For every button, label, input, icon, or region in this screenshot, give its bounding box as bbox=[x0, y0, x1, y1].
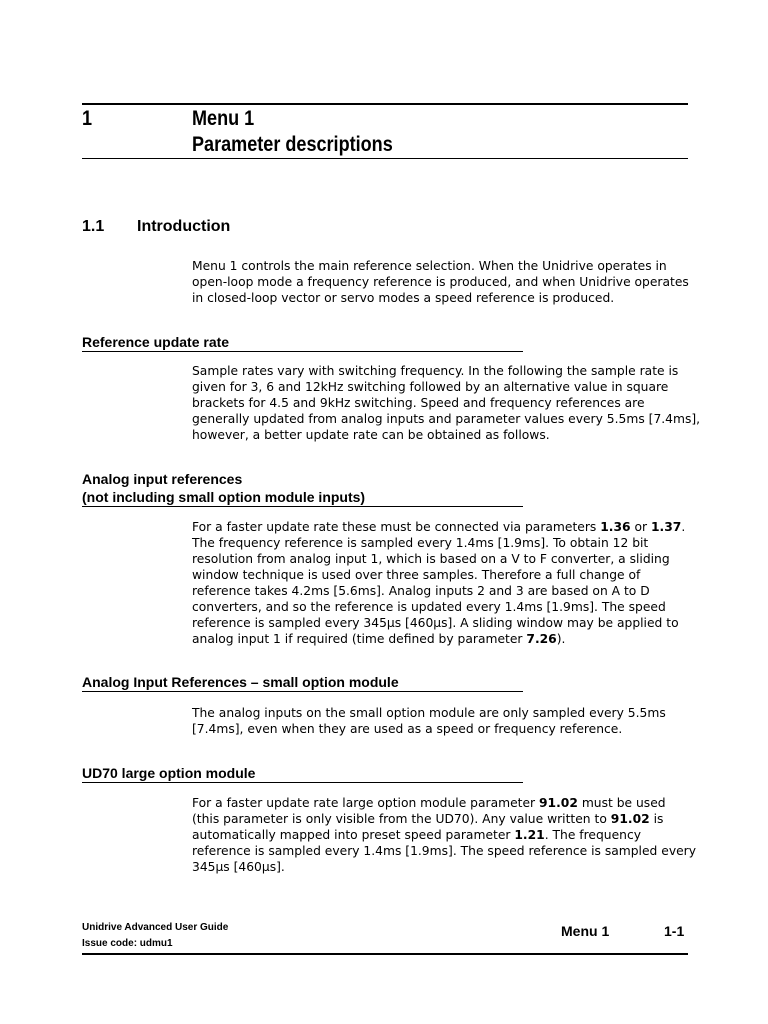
text-line: given for 3, 6 and 12kHz switching followed by an alternative value in square bbox=[192, 380, 669, 394]
reference-update-paragraph bbox=[192, 363, 701, 443]
small-option-paragraph bbox=[192, 705, 692, 737]
analog-input-paragraph bbox=[192, 519, 692, 647]
text-line: generally updated from analog inputs and parameter values every 5.5ms [7.4ms], bbox=[192, 412, 701, 426]
footer-menu-label: Menu 1 bbox=[561, 923, 610, 939]
text-run: . The frequency bbox=[544, 828, 641, 842]
text-run: For a faster update rate large option module parameter bbox=[192, 796, 539, 810]
text-line bbox=[192, 519, 692, 535]
text-line: reference is sampled every 1.4ms [1.9ms]. The speed reference is sampled every bbox=[192, 844, 696, 858]
parameter-ref: 1.21 bbox=[514, 828, 545, 842]
footer-rule bbox=[82, 953, 688, 955]
text-line: 345µs [460µs]. bbox=[192, 860, 285, 874]
text-line: brackets for 4.5 and 9kHz switching. Speed and frequency references are bbox=[192, 396, 645, 410]
text-line bbox=[192, 795, 692, 811]
text-line bbox=[192, 631, 692, 647]
section-title: Introduction bbox=[137, 218, 231, 235]
heading-ud70-large-option-module: UD70 large option module bbox=[82, 765, 256, 781]
text-line: window technique is used over three samples. Therefore a full change of bbox=[192, 568, 641, 582]
chapter-title-line2: Parameter descriptions bbox=[192, 133, 393, 156]
text-run: For a faster update rate these must be connected via parameters bbox=[192, 520, 601, 534]
text-run: is bbox=[649, 812, 664, 826]
text-run: (this parameter is only visible from the UD70). Any value written to bbox=[192, 812, 611, 826]
text-line: converters, and so the reference is updated every 1.4ms [1.9ms]. The speed bbox=[192, 600, 666, 614]
text-run: . bbox=[681, 520, 686, 534]
section-number: 1.1 bbox=[82, 218, 105, 235]
footer-issue-code: Issue code: udmu1 bbox=[82, 938, 173, 949]
text-line: [7.4ms], even when they are used as a speed or frequency reference. bbox=[192, 722, 623, 736]
text-line: in closed-loop vector or servo modes a speed reference is produced. bbox=[192, 291, 615, 305]
text-run: analog input 1 if required (time defined by parameter bbox=[192, 632, 527, 646]
text-line: however, a better update rate can be obtained as follows. bbox=[192, 428, 550, 442]
text-line bbox=[192, 827, 692, 843]
text-line: Menu 1 controls the main reference selection. When the Unidrive operates in bbox=[192, 259, 667, 273]
text-run: must be used bbox=[577, 796, 666, 810]
text-line: The analog inputs on the small option module are only sampled every 5.5ms bbox=[192, 706, 666, 720]
text-run: ). bbox=[556, 632, 566, 646]
parameter-ref: 7.26 bbox=[526, 632, 557, 646]
text-line: The frequency reference is sampled every 1.4ms [1.9ms]. To obtain 12 bit bbox=[192, 536, 649, 550]
text-line: Sample rates vary with switching frequency. In the following the sample rate is bbox=[192, 364, 679, 378]
heading-underline bbox=[82, 506, 523, 507]
chapter-top-rule bbox=[82, 103, 688, 105]
footer-page-number: 1-1 bbox=[664, 923, 685, 939]
heading-analog-input-references-sub: (not including small option module inputs) bbox=[82, 489, 366, 505]
heading-analog-input-references: Analog input references bbox=[82, 471, 243, 487]
parameter-ref: 1.37 bbox=[651, 520, 682, 534]
heading-underline bbox=[82, 351, 523, 352]
parameter-ref: 91.02 bbox=[539, 796, 578, 810]
text-line bbox=[192, 811, 692, 827]
heading-underline bbox=[82, 782, 523, 783]
text-line: open-loop mode a frequency reference is produced, and when Unidrive operates bbox=[192, 275, 689, 289]
heading-underline bbox=[82, 691, 523, 692]
ud70-paragraph bbox=[192, 795, 696, 875]
parameter-ref: 91.02 bbox=[610, 812, 650, 826]
text-line: reference is sampled every 345µs [460µs]. A sliding window may be applied to bbox=[192, 616, 679, 630]
text-line: reference takes 4.2ms [5.6ms]. Analog inputs 2 and 3 are based on A to D bbox=[192, 584, 650, 598]
text-run: automatically mapped into preset speed parameter bbox=[192, 828, 515, 842]
text-run: or bbox=[630, 520, 651, 534]
heading-reference-update-rate: Reference update rate bbox=[82, 334, 230, 350]
intro-paragraph bbox=[192, 258, 692, 306]
heading-small-option-module: Analog Input References – small option module bbox=[82, 674, 399, 690]
parameter-ref: 1.36 bbox=[600, 520, 631, 534]
text-line: resolution from analog input 1, which is based on a V to F converter, a sliding bbox=[192, 552, 670, 566]
footer-guide-title: Unidrive Advanced User Guide bbox=[82, 922, 229, 933]
chapter-bottom-rule bbox=[82, 158, 688, 159]
chapter-number: 1 bbox=[82, 107, 93, 130]
chapter-title-line1: Menu 1 bbox=[192, 107, 255, 130]
